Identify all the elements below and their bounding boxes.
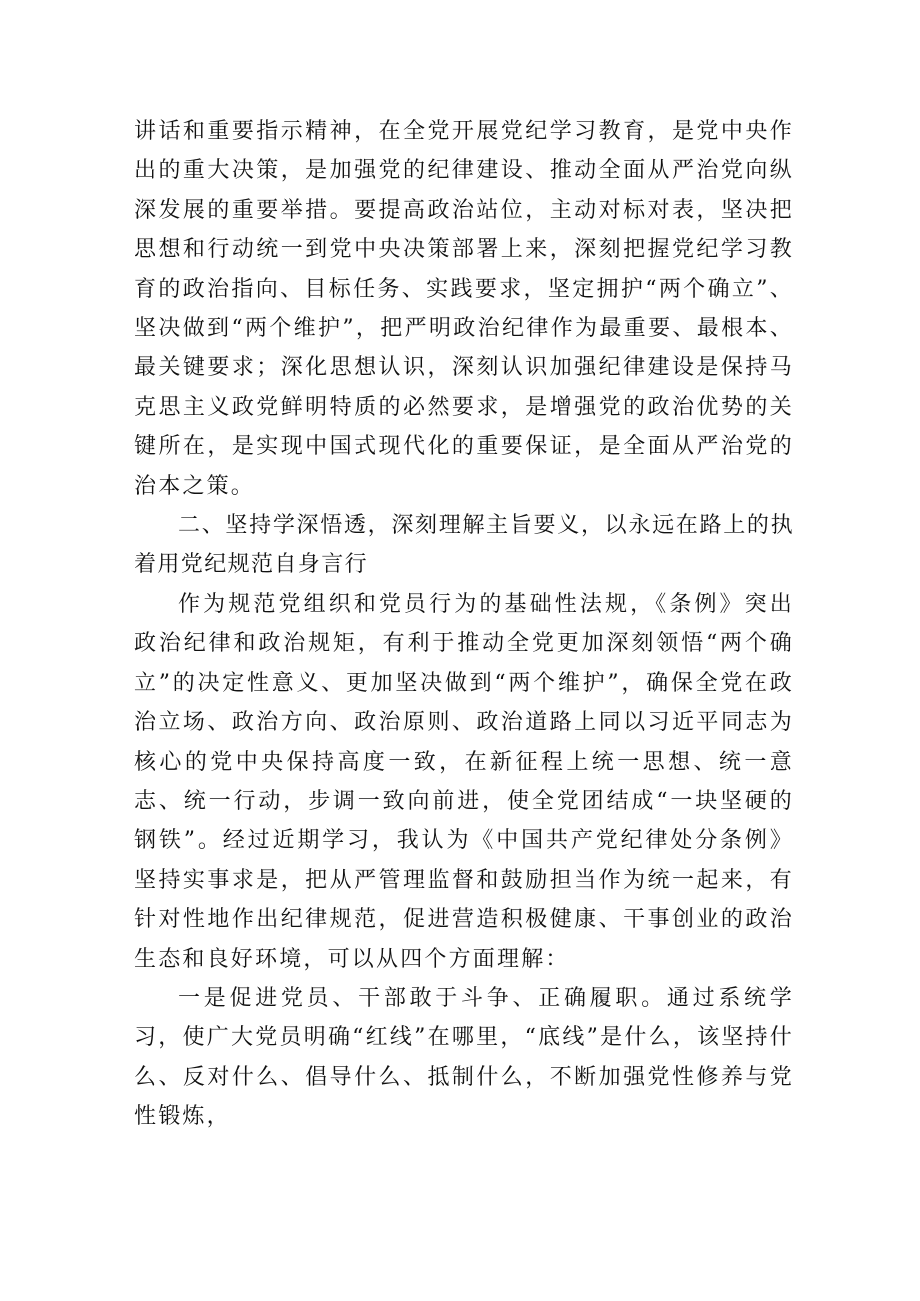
section-heading: 二、坚持学深悟透，深刻理解主旨要义，以永远在路上的执着用党纪规范自身言行 (134, 513, 794, 578)
paragraph-continued: 讲话和重要指示精神，在全党开展党纪学习教育，是党中央作出的重大决策，是加强党的纪律建设、推动全面从严治党向纵深发展的重要举措。要提高政治站位，主动对标对表，坚决把思想和行动统一到党中央决策部署上来，深刻把握党纪学习教育的政治指向、目标任务、实践要求，坚定拥护“两个确立”、坚决做到“两个维护”，把严明政治纪律作为最重要、最根本、最关键要求；深化思想认识，深刻认识加强纪律建设是保持马克思主义政党鲜明特质的必然要求，是增强党的政治优势的关键所在，是实现中国式现代化的重要保证，是全面从严治党的治本之策。 (134, 119, 794, 499)
document-body (134, 112, 794, 1137)
paragraph-regulations: 作为规范党组织和党员行为的基础性法规，《条例》突出政治纪律和政治规矩，有利于推动全党更加深刻领悟“两个确立”的决定性意义、更加坚决做到“两个维护”，确保全党在政治立场、政治方向、政治原则、政治道路上同以习近平同志为核心的党中央保持高度一致，在新征程上统一思想、统一意志、统一行动，步调一致向前进，使全党团结成“一块坚硬的钢铁”。经过近期学习，我认为《中国共产党纪律处分条例》坚持实事求是，把从严管理监督和鼓励担当作为统一起来，有针对性地作出纪律规范，促进营造积极健康、干事创业的政治生态和良好环境，可以从四个方面理解： (134, 591, 794, 972)
paragraph-point-one: 一是促进党员、干部敢于斗争、正确履职。通过系统学习，使广大党员明确“红线”在哪里，“底线”是什么，该坚持什么、反对什么、倡导什么、抵制什么，不断加强党性修养与党性锻炼， (134, 985, 794, 1130)
